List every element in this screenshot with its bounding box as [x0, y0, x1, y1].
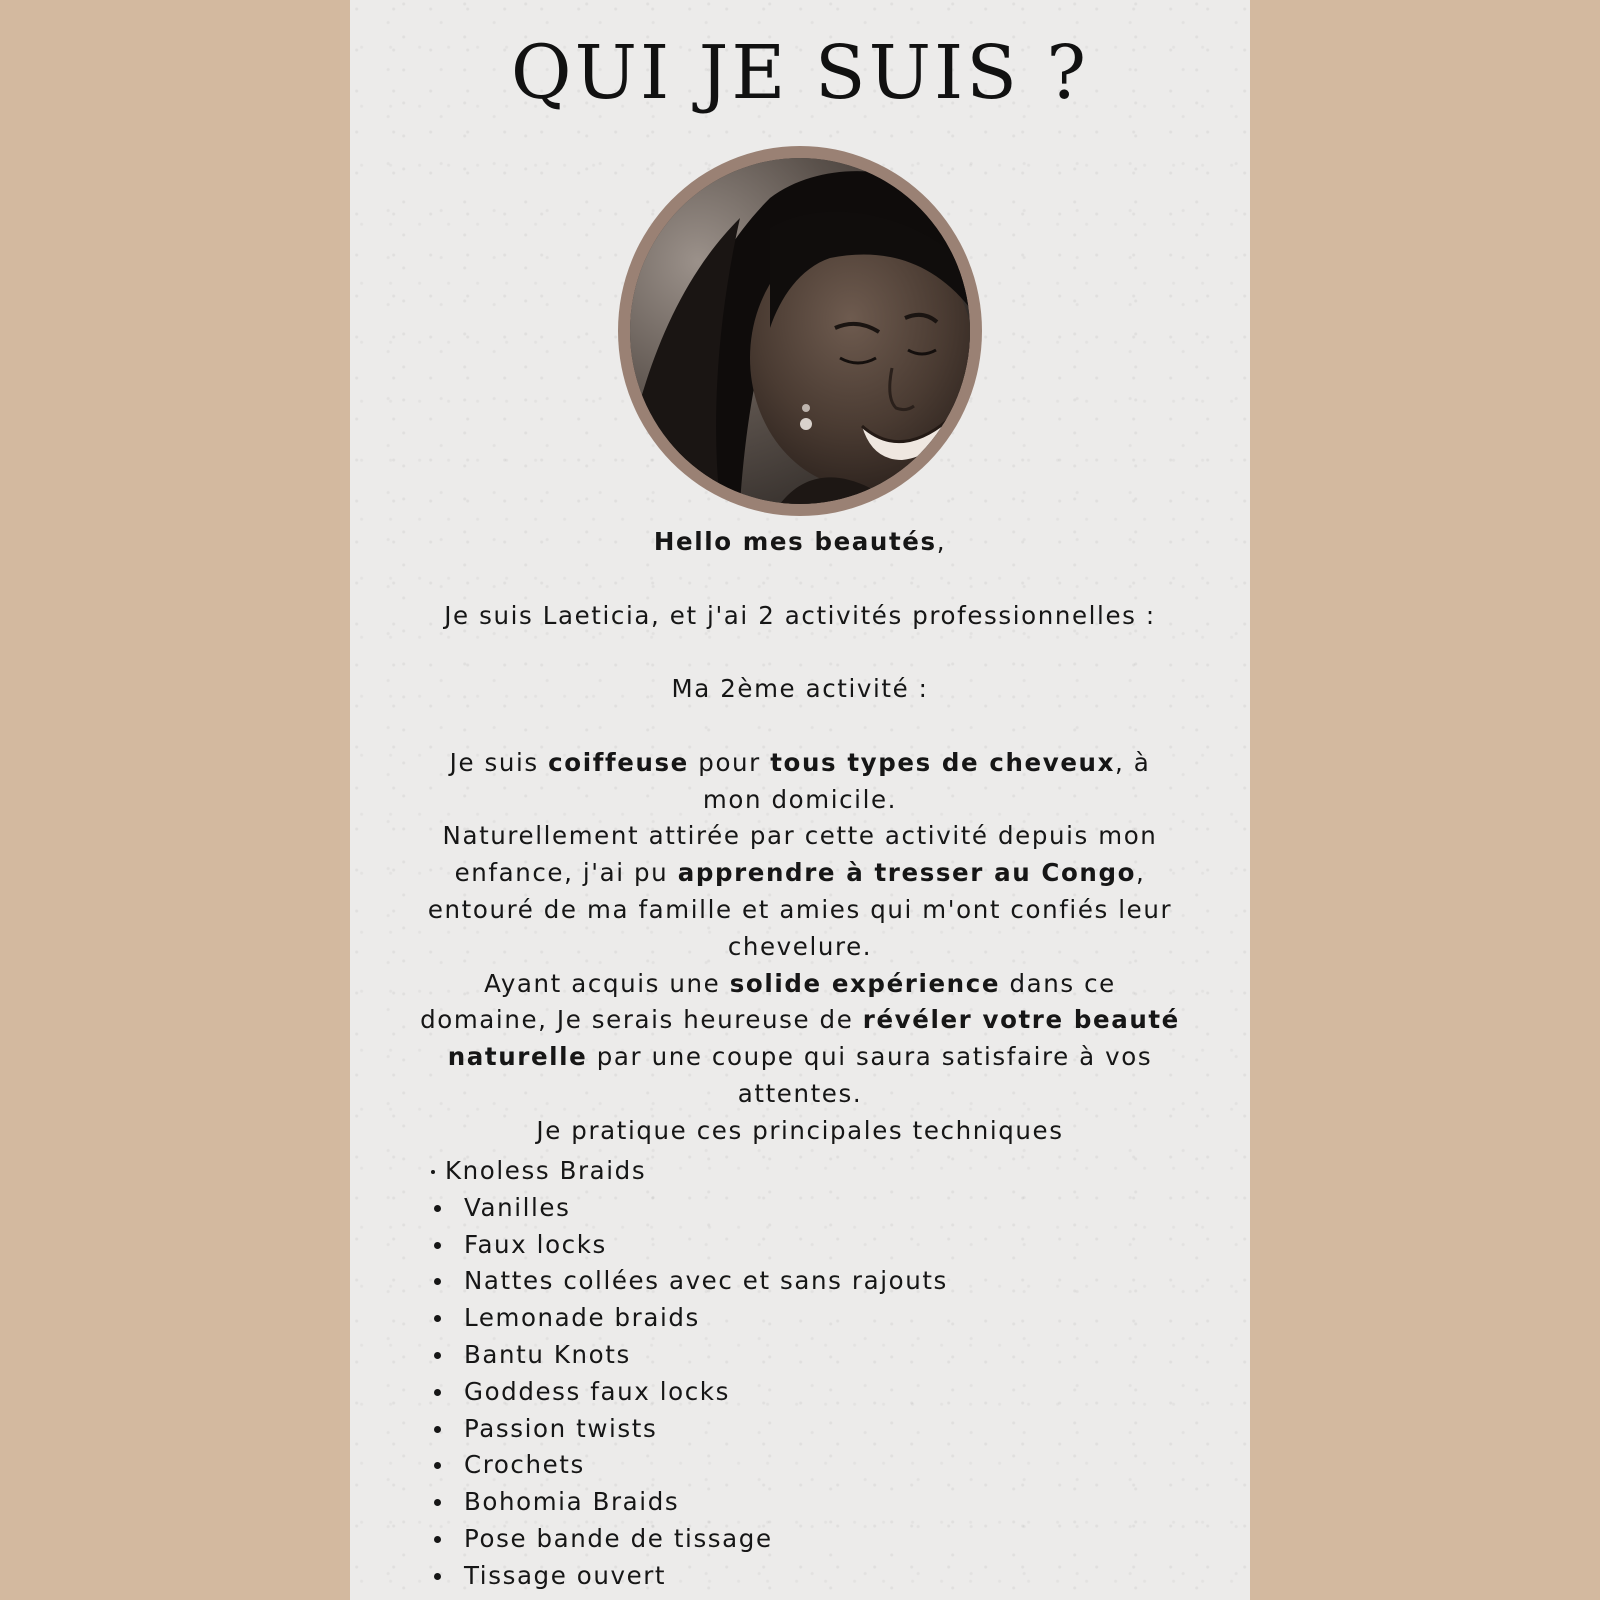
portrait-illustration [630, 158, 970, 504]
content-panel [350, 0, 1250, 1600]
greeting-bold: Hello mes beautés [653, 527, 937, 556]
techniques-list [428, 1153, 1168, 1595]
list-item: Faux locks [428, 1227, 1168, 1264]
paragraph-experience: Ayant acquis une solide expérience dans ce domaine, Je serais heureuse de révéler votre beauté naturelle par une coupe qui saura satisfaire à vos attentes. [420, 968, 1180, 1108]
intro-line-1: Je suis Laeticia, et j'ai 2 activités professionnelles : [444, 600, 1156, 630]
list-item: Goddess faux locks [428, 1374, 1168, 1411]
list-item: Bantu Knots [428, 1337, 1168, 1374]
list-item: Tissage ouvert [428, 1558, 1168, 1595]
list-item: Crochets [428, 1447, 1168, 1484]
list-item: Bohomia Braids [428, 1484, 1168, 1521]
list-item: Passion twists [428, 1411, 1168, 1448]
intro-line-2: Ma 2ème activité : [671, 674, 929, 704]
paragraph-childhood: Naturellement attirée par cette activité depuis mon enfance, j'ai pu apprendre à tresser au Congo, entouré de ma famille et amies qui m'ont confiés leur chevelure. [427, 821, 1173, 961]
list-item: Knoless Braids [428, 1153, 1168, 1190]
page-title: QUI JE SUIS ? [510, 30, 1090, 116]
techniques-heading: Je pratique ces principales techniques [536, 1115, 1064, 1145]
list-item: Pose bande de tissage [428, 1521, 1168, 1558]
intro-text [420, 524, 1180, 1150]
greeting-comma: , [936, 527, 947, 556]
list-item: Nattes collées avec et sans rajouts [428, 1263, 1168, 1300]
paragraph-profession: Je suis coiffeuse pour tous types de cheveux, à mon domicile. [449, 747, 1151, 814]
woman-portrait-photo [630, 158, 970, 504]
portrait-frame [618, 146, 982, 516]
greeting [420, 524, 1180, 561]
list-item: Lemonade braids [428, 1300, 1168, 1337]
list-item: Vanilles [428, 1190, 1168, 1227]
